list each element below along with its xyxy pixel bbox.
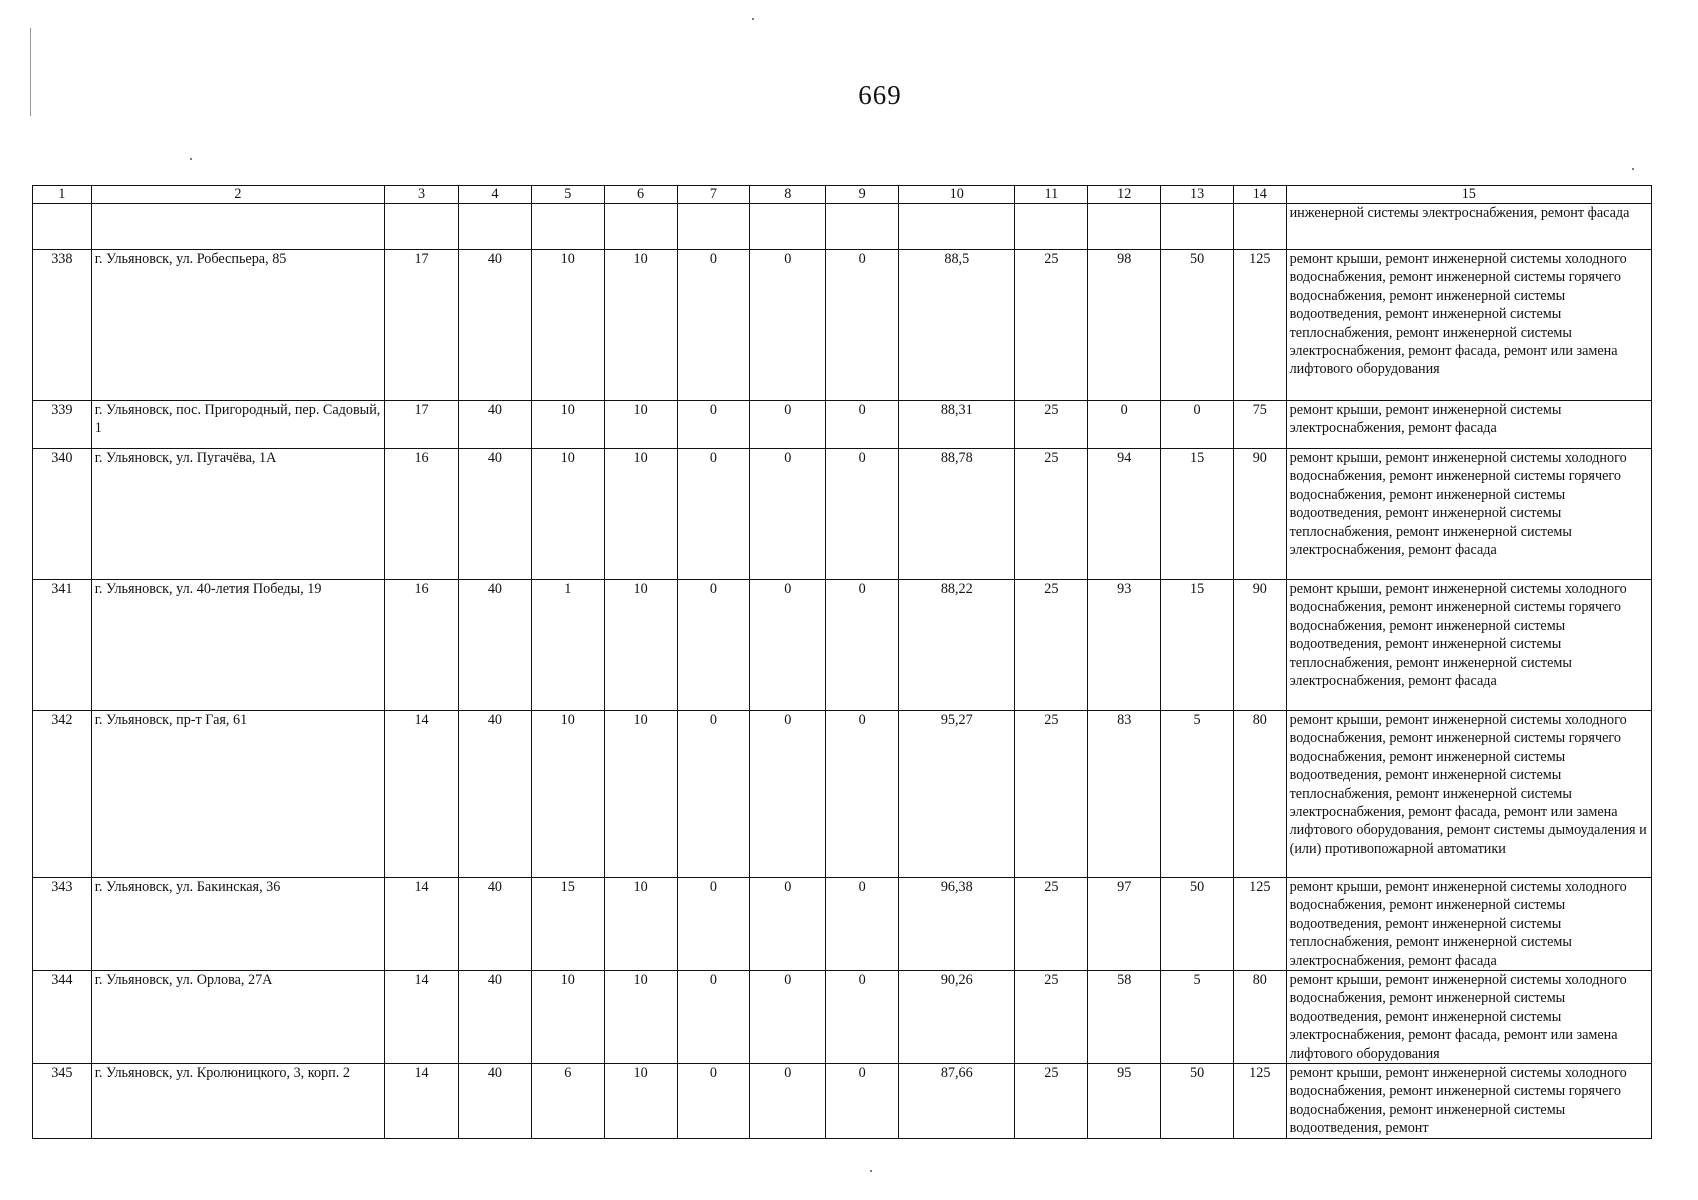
address-cell: г. Ульяновск, ул. Пугачёва, 1А [91, 449, 384, 580]
value-cell-c9: 0 [826, 401, 899, 449]
value-cell-c6: 10 [604, 878, 677, 971]
value-cell-c7: 0 [677, 971, 750, 1064]
table-row [33, 878, 1652, 971]
value-cell-c3: 14 [385, 971, 459, 1064]
value-cell-c3: 14 [385, 878, 459, 971]
table-row [33, 250, 1652, 401]
row-number-cell: 344 [33, 971, 92, 1064]
value-cell-c9: 0 [826, 580, 899, 711]
value-cell-c14: 80 [1233, 711, 1286, 878]
address-cell: г. Ульяновск, ул. Кролюницкого, 3, корп. 2 [91, 1064, 384, 1139]
value-cell-c13: 15 [1161, 580, 1234, 711]
header-cell: 1 [33, 186, 92, 204]
value-cell-c10: 90,26 [899, 971, 1015, 1064]
value-cell-c11: 25 [1015, 1064, 1088, 1139]
value-cell-c13: 50 [1161, 250, 1234, 401]
value-cell-c12: 83 [1088, 711, 1161, 878]
value-cell-c11: 25 [1015, 878, 1088, 971]
value-cell-c4: 40 [458, 250, 531, 401]
value-cell-c12: 94 [1088, 449, 1161, 580]
value-cell-c13: 50 [1161, 878, 1234, 971]
value-cell-c3: 17 [385, 250, 459, 401]
header-cell: 15 [1286, 186, 1651, 204]
value-cell-c3: 14 [385, 711, 459, 878]
table-row [33, 1064, 1652, 1139]
table-row [33, 711, 1652, 878]
header-cell: 4 [458, 186, 531, 204]
value-cell-c14: 125 [1233, 1064, 1286, 1139]
value-cell-c6: 10 [604, 250, 677, 401]
value-cell-c10: 88,5 [899, 250, 1015, 401]
value-cell-c14: 80 [1233, 971, 1286, 1064]
address-cell: г. Ульяновск, ул. 40-летия Победы, 19 [91, 580, 384, 711]
value-cell-c8: 0 [750, 971, 826, 1064]
works-cell: ремонт крыши, ремонт инженерной системы электроснабжения, ремонт фасада [1286, 401, 1651, 449]
value-cell-c11: 25 [1015, 971, 1088, 1064]
works-cell: ремонт крыши, ремонт инженерной системы холодного водоснабжения, ремонт инженерной системы горячего водоснабжения, ремонт инженерной системы водоотведения, ремонт инженерной системы теплоснабжения, ремонт инженерной системы электроснабжения, ремонт фасада, ремонт или замена лифтового оборудования, ремонт системы дымоудаления и (или) противопожарной автоматики [1286, 711, 1651, 878]
value-cell-c3: 14 [385, 1064, 459, 1139]
header-cell: 7 [677, 186, 750, 204]
value-cell-c12: 0 [1088, 401, 1161, 449]
table-row [33, 401, 1652, 449]
value-cell-c11: 25 [1015, 250, 1088, 401]
value-cell-c8: 0 [750, 449, 826, 580]
header-cell: 11 [1015, 186, 1088, 204]
table-row [33, 580, 1652, 711]
table-row [33, 971, 1652, 1064]
header-cell: 2 [91, 186, 384, 204]
value-cell-c9: 0 [826, 449, 899, 580]
header-cell: 8 [750, 186, 826, 204]
value-cell-c6: 10 [604, 971, 677, 1064]
value-cell-c12: 98 [1088, 250, 1161, 401]
header-row [33, 186, 1652, 204]
row-number-cell: 345 [33, 1064, 92, 1139]
works-cell: ремонт крыши, ремонт инженерной системы холодного водоснабжения, ремонт инженерной системы водоотведения, ремонт инженерной системы электроснабжения, ремонт фасада, ремонт или замена лифтового оборудования [1286, 971, 1651, 1064]
value-cell-c12: 93 [1088, 580, 1161, 711]
value-cell-c8: 0 [750, 580, 826, 711]
header-cell: 6 [604, 186, 677, 204]
value-cell-c6: 10 [604, 401, 677, 449]
value-cell-c11: 25 [1015, 580, 1088, 711]
address-cell: г. Ульяновск, ул. Орлова, 27А [91, 971, 384, 1064]
scan-speck [1632, 168, 1634, 170]
value-cell-c7: 0 [677, 401, 750, 449]
row-number-cell: 343 [33, 878, 92, 971]
value-cell-c9: 0 [826, 1064, 899, 1139]
scan-speck [190, 158, 192, 160]
value-cell-c14: 75 [1233, 401, 1286, 449]
value-cell-c9: 0 [826, 878, 899, 971]
register-table [32, 185, 1652, 1139]
value-cell-c14: 125 [1233, 878, 1286, 971]
value-cell-c10: 88,31 [899, 401, 1015, 449]
value-cell-c5: 10 [531, 250, 604, 401]
works-cell: ремонт крыши, ремонт инженерной системы холодного водоснабжения, ремонт инженерной системы горячего водоснабжения, ремонт инженерной системы водоотведения, ремонт инженерной системы теплоснабжения, ремонт инженерной системы электроснабжения, ремонт фасада [1286, 449, 1651, 580]
value-cell-c7: 0 [677, 711, 750, 878]
value-cell-c5: 1 [531, 580, 604, 711]
value-cell-c6: 10 [604, 580, 677, 711]
value-cell-c14: 90 [1233, 449, 1286, 580]
value-cell-c4: 40 [458, 971, 531, 1064]
value-cell-c5: 10 [531, 449, 604, 580]
value-cell-c6: 10 [604, 711, 677, 878]
value-cell-c13: 50 [1161, 1064, 1234, 1139]
address-cell: г. Ульяновск, пр-т Гая, 61 [91, 711, 384, 878]
value-cell-c10: 88,78 [899, 449, 1015, 580]
scan-speck [752, 18, 754, 20]
value-cell-c8: 0 [750, 878, 826, 971]
header-cell: 9 [826, 186, 899, 204]
address-cell: г. Ульяновск, ул. Бакинская, 36 [91, 878, 384, 971]
value-cell-c13: 0 [1161, 401, 1234, 449]
value-cell-c13: 5 [1161, 711, 1234, 878]
value-cell-c3: 16 [385, 580, 459, 711]
value-cell-c11: 25 [1015, 401, 1088, 449]
value-cell-c6: 10 [604, 1064, 677, 1139]
works-cell: ремонт крыши, ремонт инженерной системы холодного водоснабжения, ремонт инженерной системы горячего водоснабжения, ремонт инженерной системы водоотведения, ремонт инженерной системы теплоснабжения, ремонт инженерной системы электроснабжения, ремонт фасада [1286, 580, 1651, 711]
value-cell-c11: 25 [1015, 449, 1088, 580]
header-cell: 12 [1088, 186, 1161, 204]
value-cell-c7: 0 [677, 250, 750, 401]
address-cell: г. Ульяновск, ул. Робеспьера, 85 [91, 250, 384, 401]
continuation-row [33, 204, 1652, 250]
value-cell-c4: 40 [458, 1064, 531, 1139]
header-cell: 14 [1233, 186, 1286, 204]
value-cell-c13: 15 [1161, 449, 1234, 580]
value-cell-c5: 6 [531, 1064, 604, 1139]
value-cell-c10: 88,22 [899, 580, 1015, 711]
value-cell-c4: 40 [458, 711, 531, 878]
value-cell-c3: 16 [385, 449, 459, 580]
value-cell-c5: 15 [531, 878, 604, 971]
value-cell-c7: 0 [677, 580, 750, 711]
value-cell-c14: 90 [1233, 580, 1286, 711]
value-cell-c6: 10 [604, 449, 677, 580]
value-cell-c4: 40 [458, 449, 531, 580]
row-number-cell: 339 [33, 401, 92, 449]
value-cell-c8: 0 [750, 401, 826, 449]
value-cell-c10: 96,38 [899, 878, 1015, 971]
scan-speck [870, 1170, 872, 1172]
value-cell-c11: 25 [1015, 711, 1088, 878]
header-cell: 3 [385, 186, 459, 204]
works-cell: ремонт крыши, ремонт инженерной системы холодного водоснабжения, ремонт инженерной системы горячего водоснабжения, ремонт инженерной системы водоотведения, ремонт инженерной системы теплоснабжения, ремонт инженерной системы электроснабжения, ремонт фасада, ремонт или замена лифтового оборудования [1286, 250, 1651, 401]
value-cell-c14: 125 [1233, 250, 1286, 401]
value-cell-c4: 40 [458, 580, 531, 711]
row-number-cell: 340 [33, 449, 92, 580]
value-cell-c5: 10 [531, 401, 604, 449]
value-cell-c10: 87,66 [899, 1064, 1015, 1139]
header-cell: 10 [899, 186, 1015, 204]
row-number-cell: 341 [33, 580, 92, 711]
value-cell-c5: 10 [531, 971, 604, 1064]
value-cell-c9: 0 [826, 250, 899, 401]
value-cell-c7: 0 [677, 449, 750, 580]
value-cell-c13: 5 [1161, 971, 1234, 1064]
value-cell-c8: 0 [750, 250, 826, 401]
value-cell-c4: 40 [458, 401, 531, 449]
value-cell-c8: 0 [750, 711, 826, 878]
value-cell-c5: 10 [531, 711, 604, 878]
table-row [33, 449, 1652, 580]
value-cell-c7: 0 [677, 878, 750, 971]
value-cell-c10: 95,27 [899, 711, 1015, 878]
value-cell-c7: 0 [677, 1064, 750, 1139]
row-number-cell: 338 [33, 250, 92, 401]
value-cell-c4: 40 [458, 878, 531, 971]
value-cell-c12: 97 [1088, 878, 1161, 971]
header-cell: 5 [531, 186, 604, 204]
value-cell-c9: 0 [826, 711, 899, 878]
address-cell: г. Ульяновск, пос. Пригородный, пер. Садовый, 1 [91, 401, 384, 449]
continuation-works: инженерной системы электроснабжения, ремонт фасада [1286, 204, 1651, 250]
value-cell-c12: 95 [1088, 1064, 1161, 1139]
works-cell: ремонт крыши, ремонт инженерной системы холодного водоснабжения, ремонт инженерной системы горячего водоснабжения, ремонт инженерной системы водоотведения, ремонт [1286, 1064, 1651, 1139]
value-cell-c12: 58 [1088, 971, 1161, 1064]
works-cell: ремонт крыши, ремонт инженерной системы холодного водоснабжения, ремонт инженерной системы водоотведения, ремонт инженерной системы теплоснабжения, ремонт инженерной системы электроснабжения, ремонт фасада [1286, 878, 1651, 971]
page-number: 669 [858, 80, 902, 110]
value-cell-c8: 0 [750, 1064, 826, 1139]
value-cell-c3: 17 [385, 401, 459, 449]
header-cell: 13 [1161, 186, 1234, 204]
value-cell-c9: 0 [826, 971, 899, 1064]
row-number-cell: 342 [33, 711, 92, 878]
